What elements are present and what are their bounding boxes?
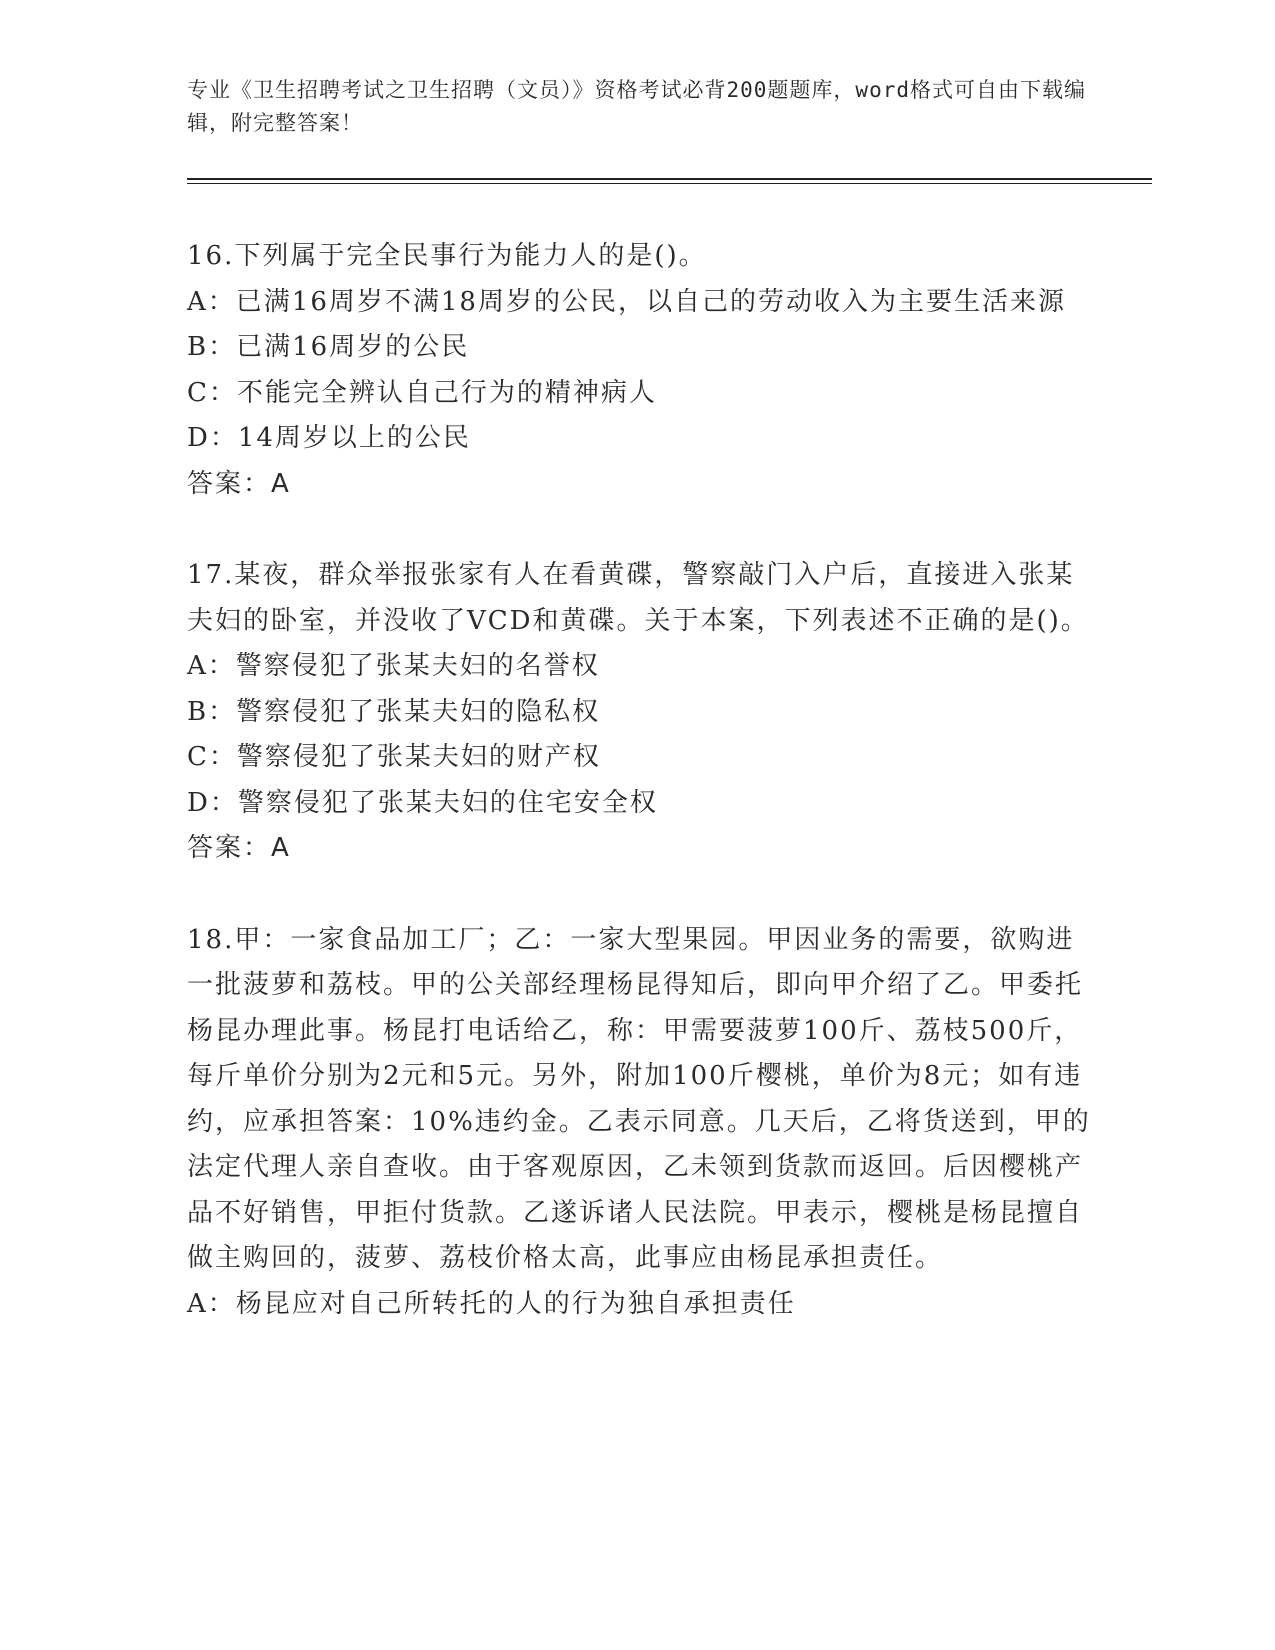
question-18 <box>187 918 1092 1328</box>
answer-label: 答案：A <box>187 468 291 499</box>
option-b: B：已满16周岁的公民 <box>187 332 470 362</box>
document-header <box>187 74 1087 140</box>
question-list <box>187 234 1092 1373</box>
option-a: A：已满16周岁不满18周岁的公民，以自己的劳动收入为主要生活来源 <box>187 286 1066 317</box>
option-d: D：警察侵犯了张某夫妇的住宅安全权 <box>187 787 658 818</box>
header-text: 专业《卫生招聘考试之卫生招聘（文员）》资格考试必背200题题库，word格式可自由下载编辑，附完整答案！ <box>187 78 1086 135</box>
option-b: B：警察侵犯了张某夫妇的隐私权 <box>187 696 601 727</box>
option-a: A：杨昆应对自己所转托的人的行为独自承担责任 <box>187 1288 796 1319</box>
header-divider-thick <box>187 178 1152 180</box>
header-divider-thin <box>187 183 1152 184</box>
question-stem: 17.某夜，群众举报张家有人在看黄碟，警察敲门入户后，直接进入张某夫妇的卧室，并没收了VCD和黄碟。关于本案，下列表述不正确的是()。 <box>187 560 1089 636</box>
option-c: C：不能完全辨认自己行为的精神病人 <box>187 377 657 408</box>
option-a: A：警察侵犯了张某夫妇的名誉权 <box>187 651 600 681</box>
question-stem: 18.甲：一家食品加工厂；乙：一家大型果园。甲因业务的需要，欲购进一批菠萝和荔枝。甲的公关部经理杨昆得知后，即向甲介绍了乙。甲委托杨昆办理此事。杨昆打电话给乙，称：甲需要菠萝100斤、荔枝500斤，每斤单价分别为2元和5元。另外，附加100斤樱桃，单价为8元；如有违约，应承担答案：10%违约金。乙表示同意。几天后，乙将货送到，甲的法定代理人亲自查收。由于客观原因，乙未领到货款而返回。后因樱桃产品不好销售，甲拒付货款。乙遂诉诸人民法院。甲表示，樱桃是杨昆擅自做主购回的，菠萝、荔枝价格太高，此事应由杨昆承担责任。 <box>187 924 1091 1273</box>
answer-label: 答案：A <box>187 833 291 863</box>
question-17 <box>187 553 1092 872</box>
question-stem: 16.下列属于完全民事行为能力人的是()。 <box>187 241 707 271</box>
question-16 <box>187 234 1092 507</box>
option-d: D：14周岁以上的公民 <box>187 423 471 453</box>
option-c: C：警察侵犯了张某夫妇的财产权 <box>187 742 601 772</box>
